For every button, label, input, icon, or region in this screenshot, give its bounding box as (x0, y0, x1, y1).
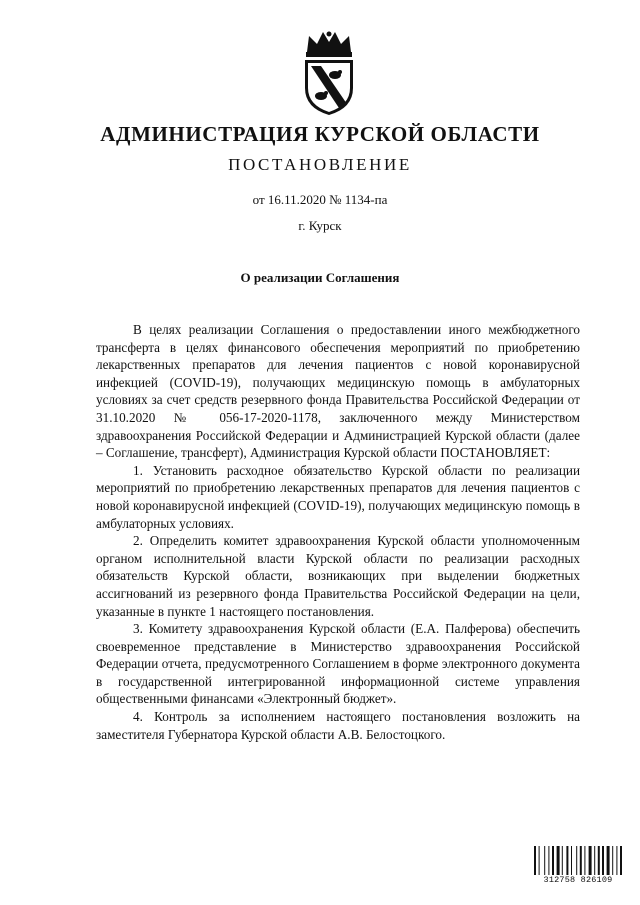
organization-title: АДМИНИСТРАЦИЯ КУРСКОЙ ОБЛАСТИ (100, 122, 540, 146)
coat-of-arms-icon (299, 30, 359, 116)
clause-4-paragraph: 4. Контроль за исполнением настоящего постановления возложить на заместителя Губернатора Курской области А.В. Белостоцкого. (96, 709, 580, 742)
document-type: ПОСТАНОВЛЕНИЕ (228, 155, 412, 174)
clause-2-paragraph: 2. Определить комитет здравоохранения Курской области уполномоченным органом исполнительной власти Курской области по реализации расходных обязательств Курской области, возникающих при выделении бюджетных ассигнований из резервного фонда Правительства Российской Федерации на цели, указанные в пункте 1 настоящего постановления. (96, 533, 580, 619)
document-date-number: от 16.11.2020 № 1134-па (252, 192, 388, 207)
clause-1-paragraph: 1. Установить расходное обязательство Курской области по реализации мероприятий по приобретению лекарственных препаратов для лечения пациентов с новой коронавирусной инфекцией (COVID-19), получающих медицинскую помощь в амбулаторных условиях. (96, 462, 580, 531)
document-city: г. Курск (298, 218, 342, 233)
barcode-icon (533, 846, 623, 876)
document-subject: О реализации Соглашения (240, 270, 400, 285)
preamble-paragraph: В целях реализации Соглашения о предоставлении иного межбюджетного трансферта в целях финансового обеспечения мероприятий по приобретению лекарственных препаратов для лечения пациентов с новой коронавирусной инфекцией (COVID-19), получающих медицинскую помощь в амбулаторных условиях за счет средств резервного фонда Правительства Российской Федерации от 31.10.2020 № 056-17-2020-1178, заключенного между Министерством здравоохранения Российской Федерации и Администрацией Курской области (далее – Соглашение, трансферт), Администрация Курской области ПОСТАНОВЛЯЕТ: (96, 322, 580, 461)
document-body (96, 321, 580, 743)
barcode-number: 312758 826109 (533, 875, 623, 885)
barcode (533, 846, 623, 886)
clause-3-paragraph: 3. Комитету здравоохранения Курской области (Е.А. Палферова) обеспечить своевременное представление в Министерство здравоохранения Российской Федерации отчета, предусмотренного Соглашением в форме электронного документа в государственной интегрированной информационной системе управления общественными финансами «Электронный бюджет». (96, 621, 580, 707)
